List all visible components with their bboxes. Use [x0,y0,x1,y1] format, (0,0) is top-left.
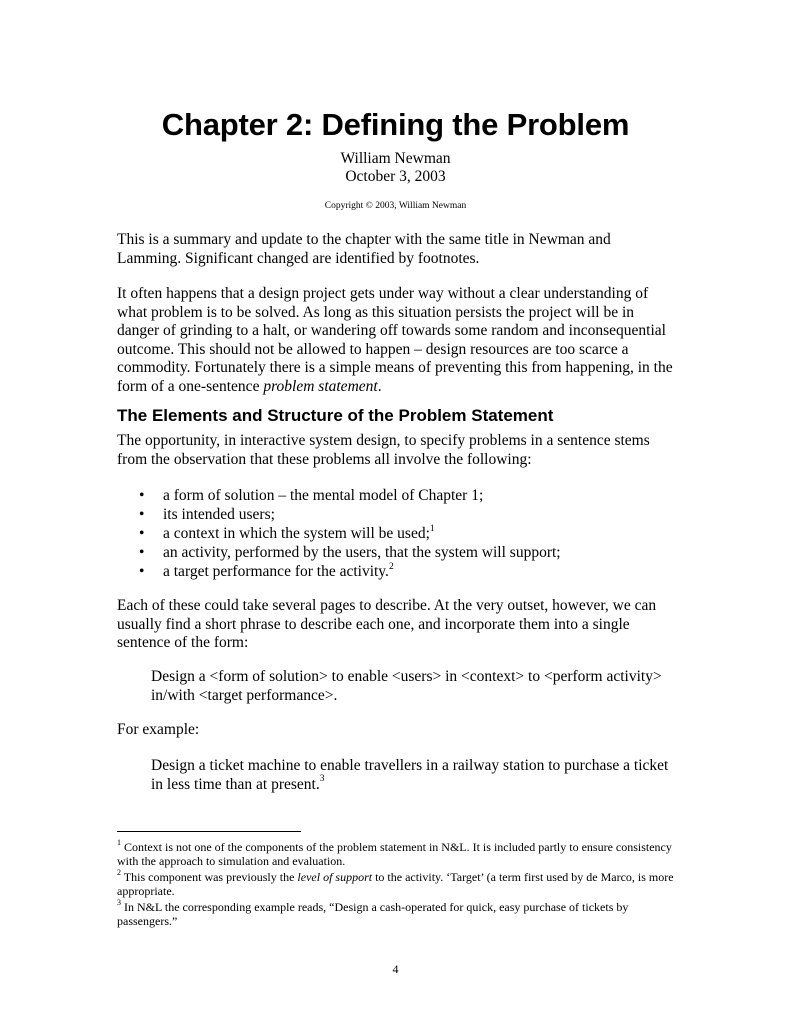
footnote-text: This component was previously the [121,870,298,884]
footnote-2 [117,870,677,898]
list-item [117,562,677,581]
footnotes [117,840,677,930]
list-item-text: a target performance for the activity. [163,563,389,580]
footnote-emphasis: level of support [297,870,373,884]
problem-paragraph-text: It often happens that a design project gets under way without a clear understanding of what problem is to be solved. As long as this situation persists the project will be in danger of grinding to a halt, or wandering off towards some random and inconsequential outcome. This should not be allowed to happen – design resources are too scarce a commodity. Fortunately there is a simple means of preventing this from happening, in the form of a one-sentence [117,285,673,395]
footnote-ref: 2 [388,561,394,572]
bullet-icon: • [139,563,145,580]
example-sentence [151,757,681,794]
footnote-ref: 3 [319,774,325,785]
list-item-text: a context in which the system will be used; [163,525,430,542]
footnote-text: In N&L the corresponding example reads, “Design a cash-operated for quick, easy purchase of tickets by passengers.” [117,900,629,928]
intro-paragraph: This is a summary and update to the chapter with the same title in Newman and Lamming. Significant changed are identified by footnotes. [117,231,611,267]
problem-paragraph-end: . [377,377,382,395]
template-sentence: Design a <form of solution> to enable <users> in <context> to <perform activity> in/with <target performance>. [151,668,662,704]
bullet-icon: • [139,544,145,561]
footnote-number: 3 [117,898,121,907]
footnote-number: 1 [117,838,121,847]
bullet-icon: • [139,487,145,504]
list-item [117,524,677,543]
copyright-notice: Copyright © 2003, William Newman [324,201,467,211]
form-paragraph: Each of these could take several pages to describe. At the very outset, however, we can usually find a short phrase to describe each one, and incorporate them into a single sentence of the form: [117,597,657,651]
list-item [117,505,677,524]
problem-paragraph [117,285,677,396]
bullet-icon: • [139,525,145,542]
footnote-text: Context is not one of the components of the problem statement in N&L. It is included partly to ensure consistency with the approach to simulation and evaluation. [117,840,672,868]
footnote-text: to the activity. ‘Target’ (a term first used by de Marco, is more appropriate. [117,870,674,898]
bullet-icon: • [139,506,145,523]
footnote-ref: 1 [429,523,435,534]
publication-date: October 3, 2003 [345,168,446,185]
section-intro-paragraph: The opportunity, in interactive system design, to specify problems in a sentence stems from the observation that these problems all involve the following: [117,432,650,468]
example-label: For example: [117,721,200,738]
list-item-text: its intended users; [163,506,275,523]
list-item-text: an activity, performed by the users, that the system will support; [163,544,561,561]
example-sentence-text: Design a ticket machine to enable travellers in a railway station to purchase a ticket in less time than at present. [151,757,669,793]
footnote-number: 2 [117,868,121,877]
author-name: William Newman [340,150,451,167]
page-number: 4 [392,962,399,976]
footnote-divider [117,831,301,832]
list-item [117,486,677,505]
footnote-3 [117,900,677,928]
footnote-1 [117,840,677,868]
problem-statement-emphasis: problem statement [263,377,378,395]
list-item [117,543,677,562]
list-item-text: a form of solution – the mental model of Chapter 1; [163,487,484,504]
chapter-title: Chapter 2: Defining the Problem [161,107,630,142]
elements-list [117,486,677,581]
section-heading: The Elements and Structure of the Problem Statement [117,406,554,425]
